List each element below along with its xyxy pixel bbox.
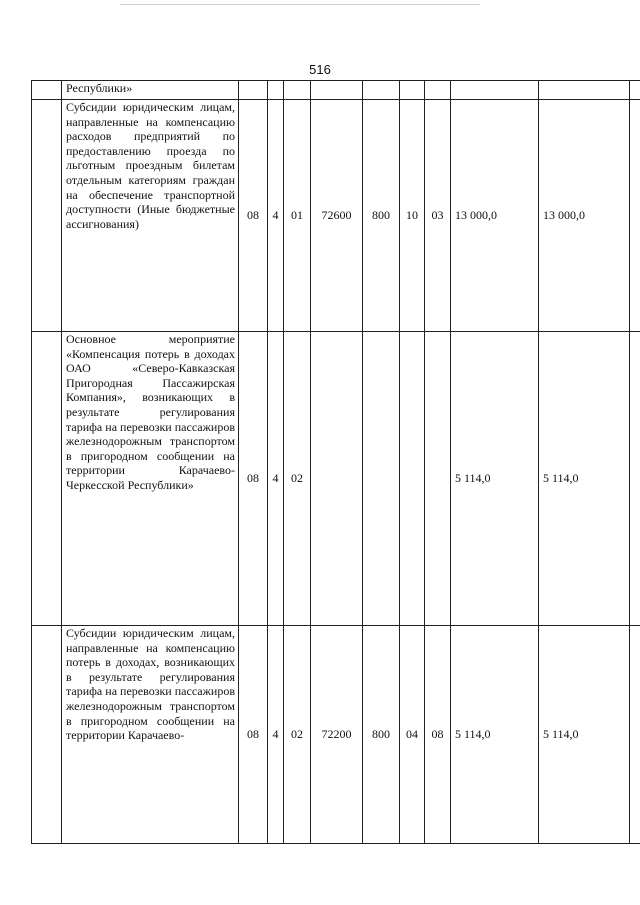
subdivision-code [425,332,451,626]
expense-type-code: 800 [363,100,400,332]
row-name: Субсидии юридическим лицам, направленные на компенсацию потерь в доходах, возникающих в результате регулирования тарифа на перевозки пассажиров железнодорожным транспортом в пригородном сообщении на территории Карачаево- [62,626,239,844]
amount-year-1 [451,81,539,100]
blank-cell [630,626,640,844]
program-code [284,81,311,100]
division-code [400,332,425,626]
direction-code: 72200 [311,626,363,844]
program-code: 02 [284,332,311,626]
blank-cell [630,332,640,626]
division-code [400,81,425,100]
amount-year-2: 5 114,0 [539,626,630,844]
subdivision-code: 08 [425,626,451,844]
amount-year-2 [539,81,630,100]
amount-year-2: 13 000,0 [539,100,630,332]
amount-year-2: 5 114,0 [539,332,630,626]
amount-year-1: 13 000,0 [451,100,539,332]
blank-cell [32,626,62,844]
division-code: 10 [400,100,425,332]
blank-cell [32,81,62,100]
amount-year-1: 5 114,0 [451,626,539,844]
program-code: 02 [284,626,311,844]
scan-edge-line [120,4,480,5]
table-row [32,332,640,626]
table-row [32,81,640,100]
expense-type-code [363,81,400,100]
direction-code: 72600 [311,100,363,332]
section-code: 4 [268,626,284,844]
row-name: Республики» [62,81,239,100]
blank-cell [630,100,640,332]
budget-table [31,80,640,844]
row-name: Субсидии юридическим лицам, направленные на компенсацию расходов предприятий по предоставлению проезда по льготным проездным билетам отдельным категориям граждан на обеспечение транспортной доступности (Иные бюджетные ассигнования) [62,100,239,332]
amount-year-1: 5 114,0 [451,332,539,626]
section-code: 4 [268,332,284,626]
direction-code [311,332,363,626]
blank-cell [630,81,640,100]
blank-cell [32,332,62,626]
program-code: 01 [284,100,311,332]
expense-type-code [363,332,400,626]
subdivision-code [425,81,451,100]
page-number: 516 [309,62,331,77]
table-row [32,100,640,332]
direction-code [311,81,363,100]
section-code: 4 [268,100,284,332]
blank-cell [32,100,62,332]
ministry-code: 08 [239,626,268,844]
table-row [32,626,640,844]
section-code [268,81,284,100]
row-name: Основное мероприятие «Компенсация потерь в доходах ОАО «Северо-Кавказская Пригородная Пассажирская Компания», возникающих в результате регулирования тарифа на перевозки пассажиров железнодорожным транспортом в пригородном сообщении на территории Карачаево-Черкесской Республики» [62,332,239,626]
ministry-code: 08 [239,332,268,626]
subdivision-code: 03 [425,100,451,332]
ministry-code [239,81,268,100]
division-code: 04 [400,626,425,844]
ministry-code: 08 [239,100,268,332]
expense-type-code: 800 [363,626,400,844]
